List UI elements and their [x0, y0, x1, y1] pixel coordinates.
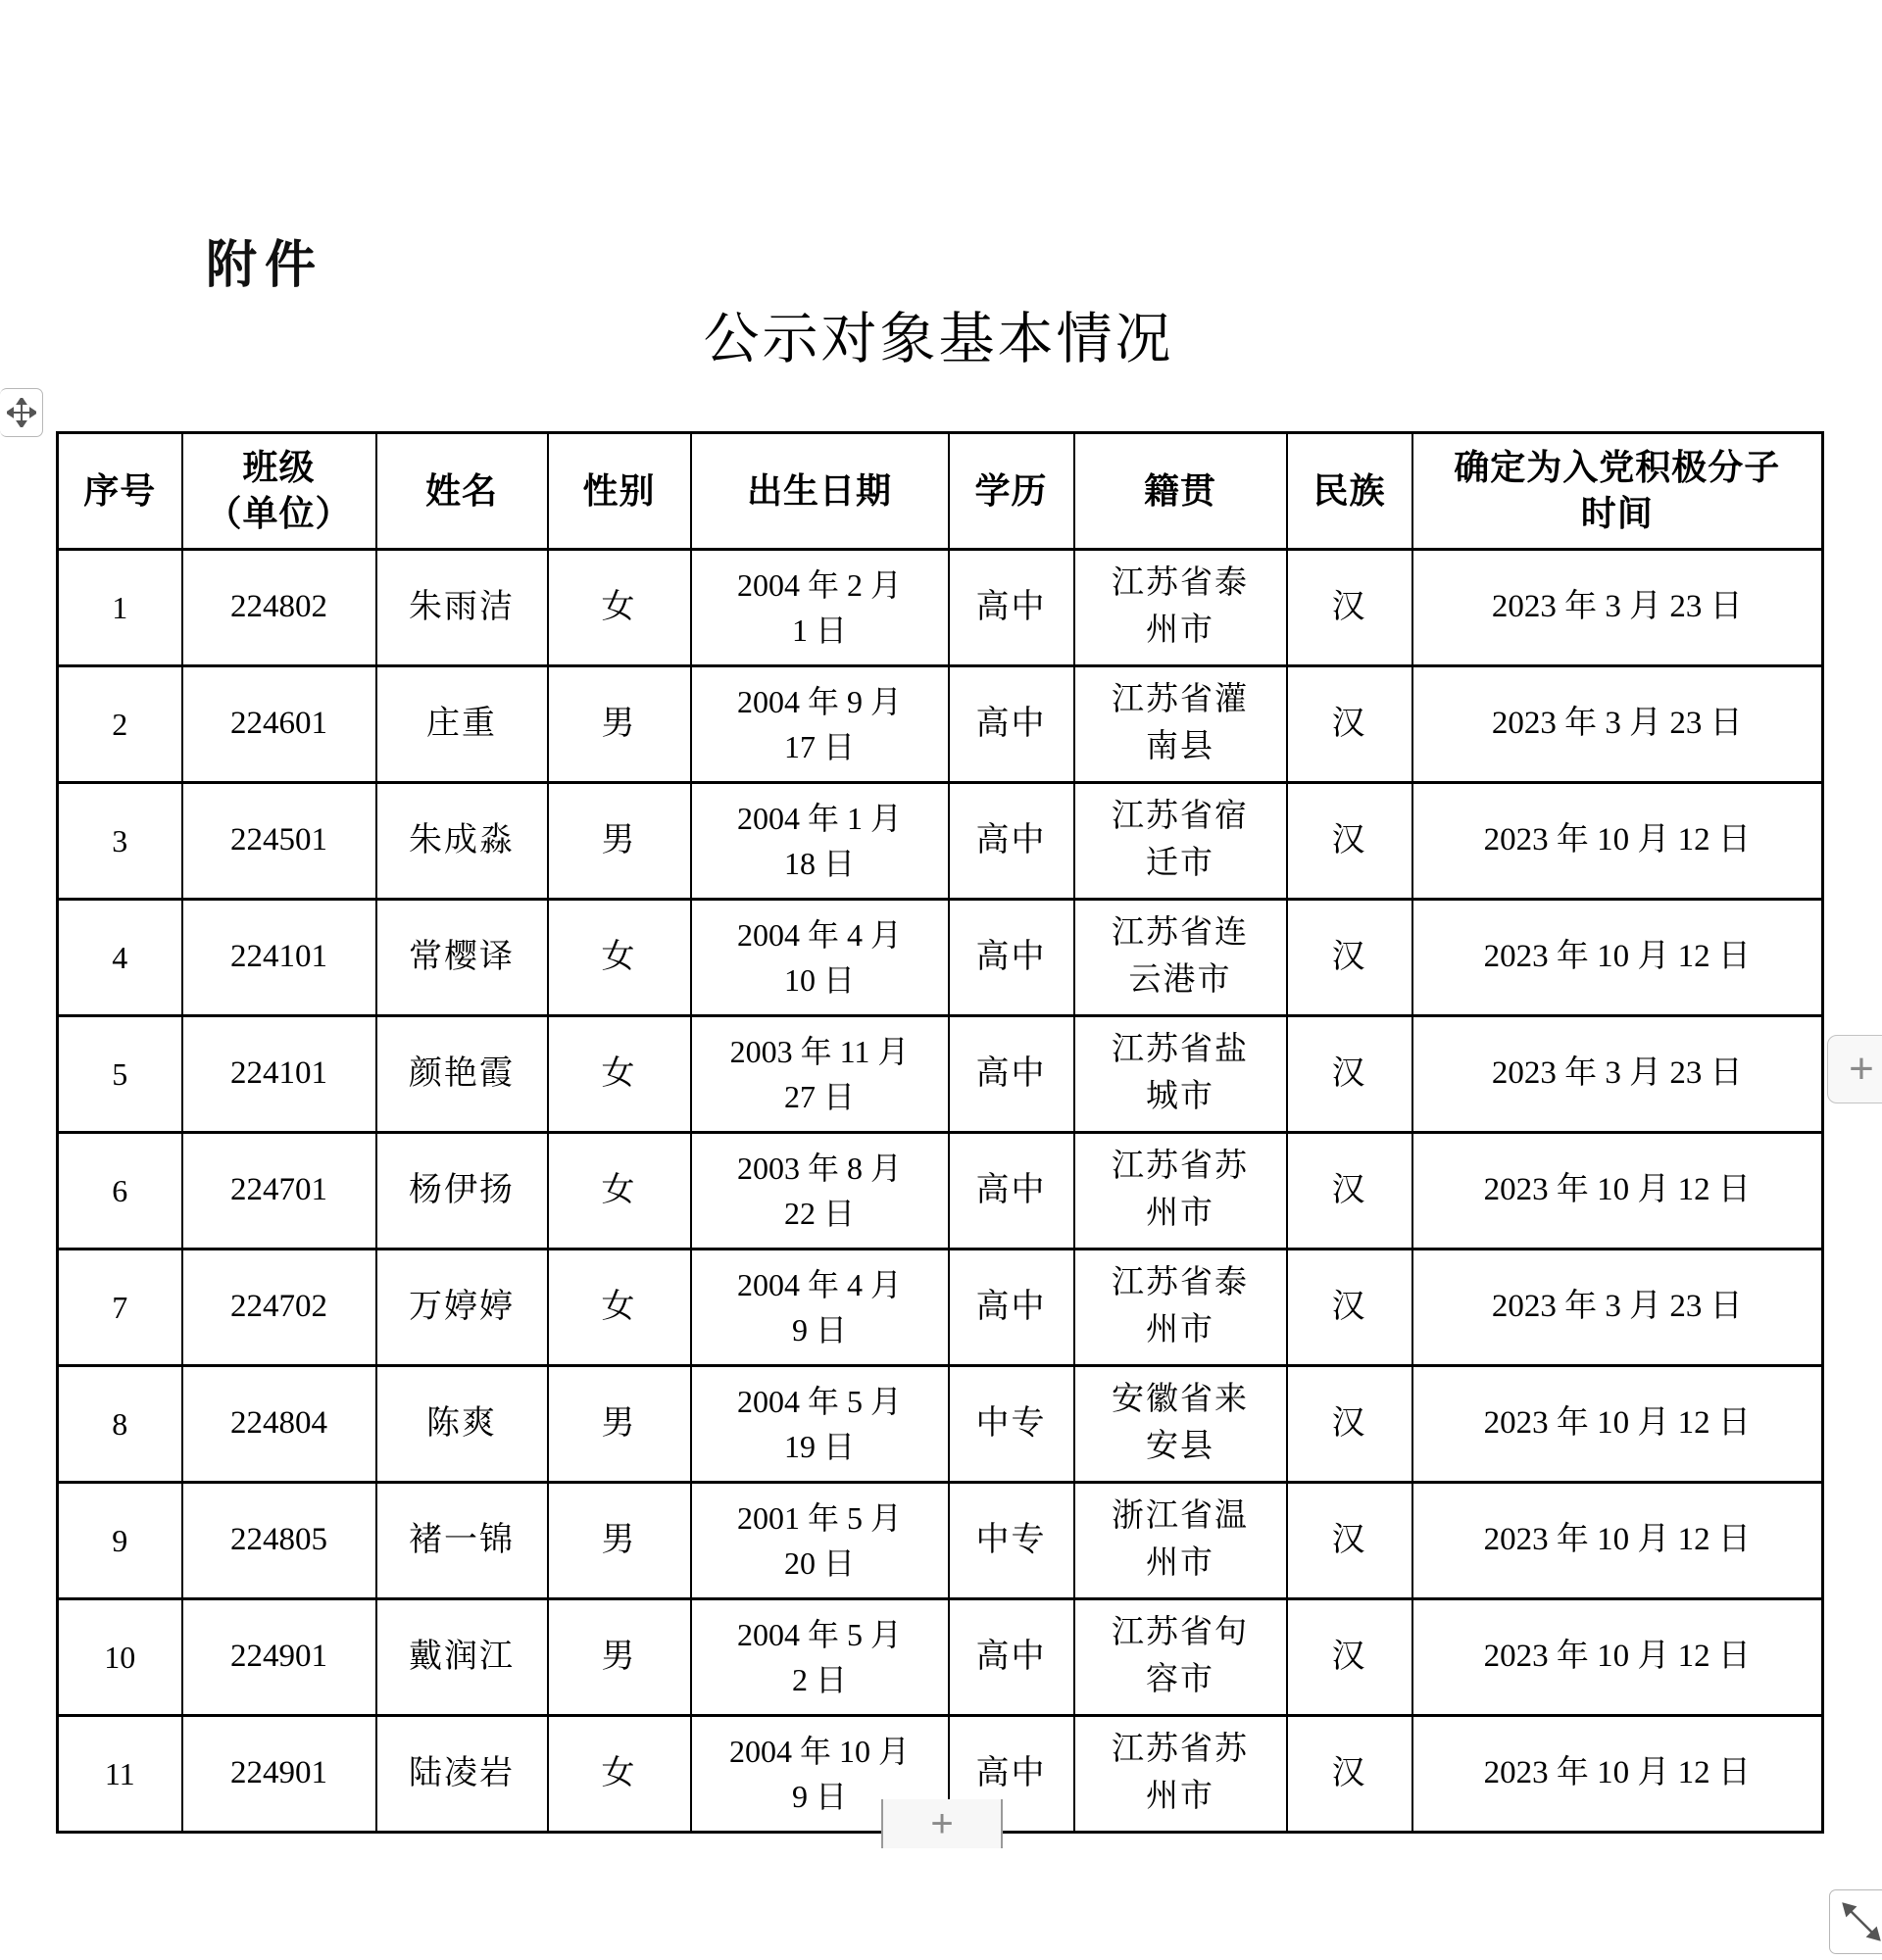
cell-confirmed[interactable]: 2023 年 10 月 12 日: [1412, 1366, 1823, 1483]
cell-gender[interactable]: 女: [548, 1133, 691, 1250]
table-row: [58, 900, 1823, 1016]
cell-gender[interactable]: 男: [548, 1483, 691, 1599]
cell-education[interactable]: 高中: [949, 666, 1074, 783]
insert-column-button[interactable]: [1827, 1035, 1882, 1103]
cell-name[interactable]: 朱雨洁: [376, 550, 548, 666]
table-row: [58, 666, 1823, 783]
column-header-2[interactable]: 姓名: [376, 433, 548, 550]
cell-no[interactable]: 2: [58, 666, 182, 783]
cell-birth[interactable]: 2003 年 8 月 22 日: [691, 1133, 949, 1250]
cell-education[interactable]: 高中: [949, 550, 1074, 666]
cell-confirmed[interactable]: 2023 年 10 月 12 日: [1412, 900, 1823, 1016]
cell-class_unit[interactable]: 224101: [182, 1016, 376, 1133]
cell-name[interactable]: 万婷婷: [376, 1250, 548, 1366]
page-title[interactable]: 公示对象基本情况: [703, 309, 1174, 370]
cell-ethnicity[interactable]: 汉: [1287, 1483, 1412, 1599]
cell-gender[interactable]: 男: [548, 783, 691, 900]
cell-class_unit[interactable]: 224805: [182, 1483, 376, 1599]
cell-gender[interactable]: 女: [548, 550, 691, 666]
cell-no[interactable]: 9: [58, 1483, 182, 1599]
cell-name[interactable]: 杨伊扬: [376, 1133, 548, 1250]
cell-birth[interactable]: 2004 年 5 月 19 日: [691, 1366, 949, 1483]
table-row: [58, 1599, 1823, 1716]
cell-confirmed[interactable]: 2023 年 3 月 23 日: [1412, 550, 1823, 666]
cell-gender[interactable]: 男: [548, 1599, 691, 1716]
cell-birth[interactable]: 2004 年 10 月 9 日: [691, 1716, 949, 1833]
cell-class_unit[interactable]: 224702: [182, 1250, 376, 1366]
cell-confirmed[interactable]: 2023 年 10 月 12 日: [1412, 1716, 1823, 1833]
table-row: [58, 550, 1823, 666]
cell-ethnicity[interactable]: 汉: [1287, 1599, 1412, 1716]
cell-name[interactable]: 陈爽: [376, 1366, 548, 1483]
cell-gender[interactable]: 男: [548, 666, 691, 783]
cell-confirmed[interactable]: 2023 年 3 月 23 日: [1412, 666, 1823, 783]
resize-arrows-icon: [1840, 1900, 1882, 1943]
cell-ethnicity[interactable]: 汉: [1287, 1016, 1412, 1133]
cell-confirmed[interactable]: 2023 年 10 月 12 日: [1412, 1599, 1823, 1716]
cell-ethnicity[interactable]: 汉: [1287, 1716, 1412, 1833]
cell-no[interactable]: 6: [58, 1133, 182, 1250]
cell-gender[interactable]: 男: [548, 1366, 691, 1483]
cell-name[interactable]: 颜艳霞: [376, 1016, 548, 1133]
cell-origin[interactable]: 江苏省盐城市: [1074, 1016, 1287, 1133]
cell-class_unit[interactable]: 224601: [182, 666, 376, 783]
table-row: [58, 1483, 1823, 1599]
cell-confirmed[interactable]: 2023 年 10 月 12 日: [1412, 1133, 1823, 1250]
cell-no[interactable]: 8: [58, 1366, 182, 1483]
cell-ethnicity[interactable]: 汉: [1287, 1250, 1412, 1366]
cell-name[interactable]: 常樱译: [376, 900, 548, 1016]
cell-name[interactable]: 庄重: [376, 666, 548, 783]
cell-birth[interactable]: 2004 年 4 月 9 日: [691, 1250, 949, 1366]
cell-no[interactable]: 7: [58, 1250, 182, 1366]
attachment-label[interactable]: 附件: [206, 237, 324, 294]
cell-origin[interactable]: 江苏省句容市: [1074, 1599, 1287, 1716]
cell-origin[interactable]: 江苏省泰州市: [1074, 550, 1287, 666]
cell-birth[interactable]: 2003 年 11 月 27 日: [691, 1016, 949, 1133]
cell-origin[interactable]: 江苏省苏州市: [1074, 1133, 1287, 1250]
cell-education[interactable]: 高中: [949, 1133, 1074, 1250]
cell-gender[interactable]: 女: [548, 900, 691, 1016]
cell-education[interactable]: 高中: [949, 1016, 1074, 1133]
cell-birth[interactable]: 2004 年 5 月 2 日: [691, 1599, 949, 1716]
column-header-8[interactable]: 确定为入党积极分子 时间: [1412, 433, 1823, 550]
cell-name[interactable]: 戴润江: [376, 1599, 548, 1716]
cell-education[interactable]: 中专: [949, 1366, 1074, 1483]
column-header-4[interactable]: 出生日期: [691, 433, 949, 550]
cell-origin[interactable]: 江苏省泰州市: [1074, 1250, 1287, 1366]
cell-no[interactable]: 4: [58, 900, 182, 1016]
cell-birth[interactable]: 2004 年 4 月 10 日: [691, 900, 949, 1016]
cell-ethnicity[interactable]: 汉: [1287, 550, 1412, 666]
cell-origin[interactable]: 江苏省连云港市: [1074, 900, 1287, 1016]
cell-ethnicity[interactable]: 汉: [1287, 1133, 1412, 1250]
insert-row-button[interactable]: [881, 1799, 1003, 1848]
column-header-7[interactable]: 民族: [1287, 433, 1412, 550]
cell-confirmed[interactable]: 2023 年 3 月 23 日: [1412, 1250, 1823, 1366]
cell-class_unit[interactable]: 224901: [182, 1599, 376, 1716]
cell-name[interactable]: 朱成淼: [376, 783, 548, 900]
cell-confirmed[interactable]: 2023 年 10 月 12 日: [1412, 1483, 1823, 1599]
cell-education[interactable]: 中专: [949, 1483, 1074, 1599]
cell-gender[interactable]: 女: [548, 1016, 691, 1133]
cell-gender[interactable]: 女: [548, 1250, 691, 1366]
cell-education[interactable]: 高中: [949, 900, 1074, 1016]
cell-class_unit[interactable]: 224901: [182, 1716, 376, 1833]
cell-confirmed[interactable]: 2023 年 3 月 23 日: [1412, 1016, 1823, 1133]
column-header-0[interactable]: 序号: [58, 433, 182, 550]
cell-class_unit[interactable]: 224501: [182, 783, 376, 900]
cell-no[interactable]: 5: [58, 1016, 182, 1133]
cell-ethnicity[interactable]: 汉: [1287, 666, 1412, 783]
plus-icon: +: [930, 1802, 954, 1845]
table-row: [58, 1366, 1823, 1483]
cell-education[interactable]: 高中: [949, 1716, 1074, 1833]
header-row: [58, 433, 1823, 550]
cell-birth[interactable]: 2004 年 2 月 1 日: [691, 550, 949, 666]
cell-no[interactable]: 10: [58, 1599, 182, 1716]
column-header-6[interactable]: 籍贯: [1074, 433, 1287, 550]
table-row: [58, 1133, 1823, 1250]
table-resize-handle[interactable]: [1829, 1889, 1882, 1954]
plus-icon: +: [1849, 1045, 1874, 1093]
table-row: [58, 1016, 1823, 1133]
cell-no[interactable]: 1: [58, 550, 182, 666]
cell-class_unit[interactable]: 224804: [182, 1366, 376, 1483]
cell-ethnicity[interactable]: 汉: [1287, 1366, 1412, 1483]
cell-birth[interactable]: 2001 年 5 月 20 日: [691, 1483, 949, 1599]
column-header-5[interactable]: 学历: [949, 433, 1074, 550]
cell-origin[interactable]: 江苏省宿迁市: [1074, 783, 1287, 900]
cell-education[interactable]: 高中: [949, 783, 1074, 900]
cell-birth[interactable]: 2004 年 9 月 17 日: [691, 666, 949, 783]
cell-class_unit[interactable]: 224701: [182, 1133, 376, 1250]
column-header-1[interactable]: 班级 （单位）: [182, 433, 376, 550]
cell-ethnicity[interactable]: 汉: [1287, 783, 1412, 900]
table-row: [58, 1250, 1823, 1366]
cell-confirmed[interactable]: 2023 年 10 月 12 日: [1412, 783, 1823, 900]
cell-class_unit[interactable]: 224101: [182, 900, 376, 1016]
cell-gender[interactable]: 女: [548, 1716, 691, 1833]
table-row: [58, 783, 1823, 900]
cell-ethnicity[interactable]: 汉: [1287, 900, 1412, 1016]
cell-birth[interactable]: 2004 年 1 月 18 日: [691, 783, 949, 900]
cell-origin[interactable]: 浙江省温州市: [1074, 1483, 1287, 1599]
cell-no[interactable]: 3: [58, 783, 182, 900]
move-icon: [7, 398, 36, 427]
cell-no[interactable]: 11: [58, 1716, 182, 1833]
cell-class_unit[interactable]: 224802: [182, 550, 376, 666]
column-header-3[interactable]: 性别: [548, 433, 691, 550]
cell-origin[interactable]: 江苏省灌南县: [1074, 666, 1287, 783]
cell-origin[interactable]: 安徽省来安县: [1074, 1366, 1287, 1483]
table-move-handle[interactable]: [0, 388, 43, 437]
cell-name[interactable]: 褚一锦: [376, 1483, 548, 1599]
cell-origin[interactable]: 江苏省苏州市: [1074, 1716, 1287, 1833]
roster-table: [56, 431, 1824, 1834]
cell-education[interactable]: 高中: [949, 1250, 1074, 1366]
cell-name[interactable]: 陆凌岩: [376, 1716, 548, 1833]
cell-education[interactable]: 高中: [949, 1599, 1074, 1716]
